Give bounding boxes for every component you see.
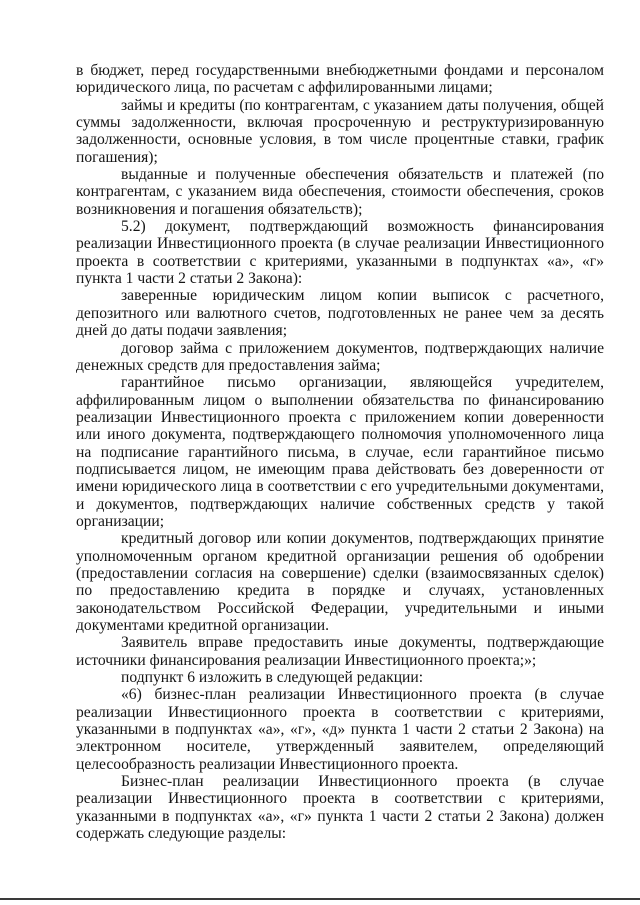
paragraph-business-plan: «6) бизнес-план реализации Инвестиционного проекта (в случае реализации Инвестиционного проекта в соответствии с критериями, указанными в подпунктах «а», «г», «д» пункта 1 части 2 статьи 2 Закона) на электронном носителе, утвержденный заявителем, определяющий целесообразность реализации Инвестиционного проекта. bbox=[76, 686, 604, 773]
paragraph-subitem-6-intro: подпункт 6 изложить в следующей редакции: bbox=[121, 669, 424, 687]
paragraph-bank-statements: заверенные юридическим лицом копии выписок с расчетного, депозитного или валютного счетов, подготовленных не ранее чем за десять дней до даты подачи заявления; bbox=[76, 287, 604, 340]
paragraph-budget-debts: в бюджет, перед государственными внебюджетными фондами и персоналом юридического лица, по расчетам с аффилированными лицами; bbox=[76, 62, 604, 97]
paragraph-guarantees: выданные и полученные обеспечения обязательств и платежей (по контрагентам, с указанием вида обеспечения, стоимости обеспечения, сроков возникновения и погашения обязательств); bbox=[76, 166, 604, 218]
paragraph-item-5-2: 5.2) документ, подтверждающий возможность финансирования реализации Инвестиционного проекта (в случае реализации Инвестиционного проекта в соответствии с критериями, указанными в подпунктах «а», «г» пункта 1 части 2 статьи 2 Закона): bbox=[76, 218, 604, 288]
paragraph-business-plan-sections: Бизнес-план реализации Инвестиционного проекта (в случае реализации Инвестиционного проекта в соответствии с критериями, указанными в подпунктах «а», «г» пункта 1 части 2 статьи 2 Закона) должен содержать следующие разделы: bbox=[76, 773, 604, 843]
bottom-edge-line bbox=[0, 898, 640, 900]
paragraph-other-documents: Заявитель вправе предоставить иные документы, подтверждающие источники финансирования реализации Инвестиционного проекта;»; bbox=[76, 634, 604, 669]
paragraph-guarantee-letter: гарантийное письмо организации, являющейся учредителем, аффилированным лицом о выполнении обязательства по финансированию реализации Инвестиционного проекта с приложением копии доверенности или иного документа, подтверждающего полномочия уполномоченного лица на подписание гарантийного письма, в случае, если гарантийное письмо подписывается лицом, не имеющим права действовать без доверенности от имени юридического лица в соответствии с его учредительными документами, и документов, подтверждающих наличие собственных средств у такой организации; bbox=[76, 374, 604, 530]
paragraph-credit-agreement: кредитный договор или копии документов, подтверждающих принятие уполномоченным органом кредитной организации решения об одобрении (предоставлении согласия на совершение) сделки (взаимосвязанных сделок) по предоставлению кредита в порядке и случаях, установленных законодательством Российской Федерации, учредительными и иными документами кредитной организации. bbox=[76, 530, 604, 634]
paragraph-loan-agreement: договор займа с приложением документов, подтверждающих наличие денежных средств для предоставления займа; bbox=[76, 339, 604, 374]
paragraph-loans-credits: займы и кредиты (по контрагентам, с указанием даты получения, общей суммы задолженности, включая просроченную и реструктуризированную задолженности, основные условия, в том числе процентные ставки, график погашения); bbox=[76, 96, 604, 166]
document-page bbox=[76, 62, 604, 842]
